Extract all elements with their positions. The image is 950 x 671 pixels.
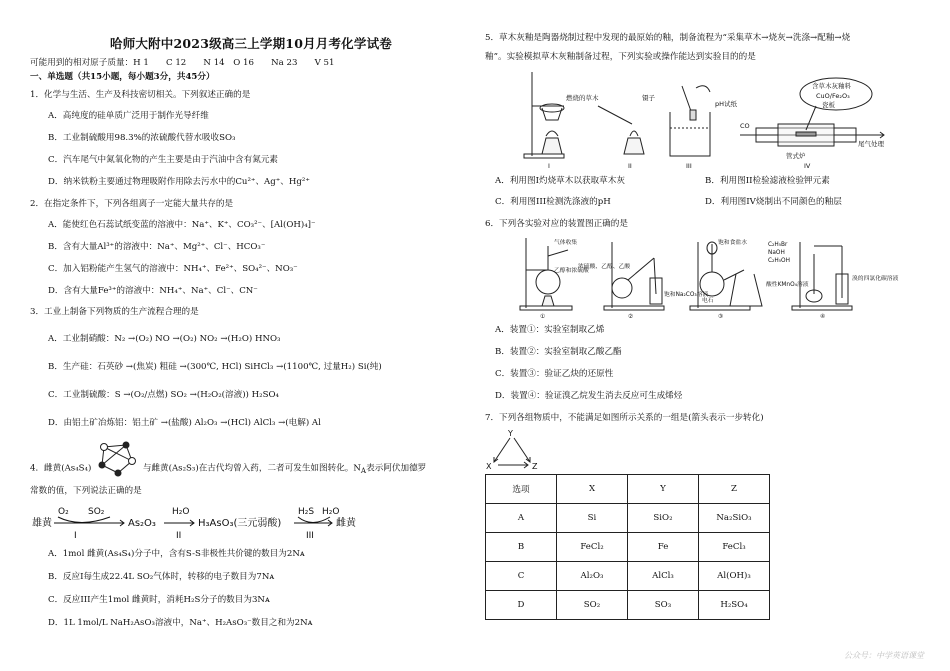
q5-label-4: CO (740, 122, 750, 130)
q6-label-8: C₂H₅Br (768, 242, 788, 248)
table-cell: C (486, 562, 557, 591)
table-cell: H₂SO₄ (699, 591, 770, 620)
q6-stem: 6．下列各实验对应的装置图正确的是 (485, 219, 628, 229)
q5-label-7: 瓷板 (822, 101, 835, 109)
q4-stem-middle: 与雌黄(As₂S₃)在古代均曾入药，二者可发生如图转化。N (142, 463, 361, 474)
q4-stem-line2: 常数的值，下列说法正确的是 (30, 486, 142, 496)
q6-label-2: 乙醇和浓硫酸 (554, 268, 589, 274)
q5-option-a: A．利用图I灼烧草木以获取草木灰 (495, 176, 625, 186)
table-cell: Si (557, 504, 628, 533)
tri-z: Z (532, 462, 538, 471)
q2-option-a: A．能使红色石蕊试纸变蓝的溶液中：Na⁺、K⁺、CO₃²⁻、[Al(OH)₄]⁻ (48, 220, 316, 230)
q5-option-d: D．利用图IV烧制出不同颜色的釉层 (705, 197, 842, 207)
q6-label-9: NaOH (768, 250, 785, 256)
scheme-r2: H₂O (172, 507, 190, 517)
q5-label-2: 镊子 (642, 94, 655, 102)
q3-option-a: A．工业制硝酸：N₂ →(O₂) NO →(O₂) NO₂ →(H₂O) HNO₃ (48, 334, 281, 344)
tri-x: X (486, 462, 492, 471)
q1-option-b: B．工业制硫酸用98.3%的浓硫酸代替水吸收SO₃ (48, 133, 236, 143)
q6-option-d: D．装置④：验证溴乙烷发生消去反应可生成烯烃 (495, 391, 683, 401)
table-cell: B (486, 533, 557, 562)
q5-label-5: 含草木灰釉料 (812, 82, 851, 90)
q2-option-d: D．含有大量Fe³⁺的溶液中：NH₄⁺、Na⁺、Cl⁻、CN⁻ (48, 286, 258, 296)
scheme-step3: III (306, 531, 314, 541)
q7-header-cell: Z (699, 475, 770, 504)
q5-label-6: CuO/Fe₂O₃ (816, 92, 850, 100)
q4-stem-line1 (30, 457, 426, 479)
table-row (486, 591, 770, 620)
q4-option-d: D．1L 1mol/L NaH₂AsO₃溶液中，Na⁺、H₂AsO₃⁻数目之和为2Nᴀ (48, 618, 313, 628)
q3-option-b: B．生产硅：石英砂 →(焦炭) 粗硅 →(300℃, HCl) SiHCl₃ →(1100℃, 过量H₂) Si(纯) (48, 362, 382, 372)
tri-y: Y (508, 429, 513, 438)
q1-option-d: D．纳米铁粉主要通过物理吸附作用除去污水中的Cu²⁺、Ag⁺、Hg²⁺ (48, 177, 310, 187)
table-cell: SO₂ (557, 591, 628, 620)
q5-fig-number-1: I (548, 162, 550, 170)
q1-option-c: C．汽车尾气中氮氧化物的产生主要是由于汽油中含有氮元素 (48, 155, 279, 165)
scheme-p3: H₂O (322, 507, 340, 517)
table-cell: Al(OH)₃ (699, 562, 770, 591)
q4-option-c: C．反应III产生1mol 雌黄时，消耗H₂S分子的数目为3Nᴀ (48, 595, 270, 605)
q7-table-header (486, 475, 770, 504)
scheme-r3: H₂S (298, 507, 315, 517)
q6-fig-number-4: ④ (820, 314, 826, 320)
table-cell: Al₂O₃ (557, 562, 628, 591)
q6-fig-number-2: ② (628, 314, 634, 320)
q6-label-1: 气体收集 (554, 240, 578, 246)
scheme-mid2: H₃AsO₃(三元弱酸) (198, 518, 282, 529)
scheme-start: 雄黄 (32, 518, 52, 529)
q5-fig-number-3: III (686, 162, 692, 170)
q6-label-5: 饱和食盐水 (718, 240, 747, 246)
q5-apparatus-figure (520, 66, 900, 170)
table-cell: FeCl₂ (557, 533, 628, 562)
q7-header-cell: 选项 (486, 475, 557, 504)
q4-stem-start: 4．雌黄(As₄S₄) (30, 463, 92, 474)
q6-label-3: 浓硫酸、乙醇、乙酸 (578, 264, 631, 270)
table-cell: AlCl₃ (628, 562, 699, 591)
q1-stem: 1．化学与生活、生产及科技密切相关。下列叙述正确的是 (30, 90, 251, 100)
q6-fig-number-3: ③ (718, 314, 724, 320)
table-cell: D (486, 591, 557, 620)
q4-stem-end: 表示阿伏加德罗 (366, 463, 427, 474)
q5-option-c: C．利用图III检测洗涤液的pH (495, 197, 611, 207)
q7-triangle-diagram (484, 428, 548, 472)
section-heading: 一、单选题（共15小题，每小题3分，共45分） (30, 72, 215, 82)
q4-option-a: A．1mol 雌黄(As₄S₄)分子中，含有S-S非极性共价键的数目为2Nᴀ (48, 549, 305, 559)
q2-option-c: C．加入铝粉能产生氢气的溶液中：NH₄⁺、Fe²⁺、SO₄²⁻、NO₃⁻ (48, 264, 298, 274)
q6-label-10: C₂H₅OH (768, 258, 790, 264)
table-row (486, 562, 770, 591)
q5-stem-line2: 釉”。实验模拟草木灰釉制备过程，下列实验或操作能达到实验目的的是 (485, 52, 756, 62)
table-cell: SiO₂ (628, 504, 699, 533)
q6-apparatus-figure (518, 234, 899, 320)
q3-option-c: C．工业制硫酸：S →(O₂/点燃) SO₂ →(H₂O₂(溶液)) H₂SO₄ (48, 390, 279, 400)
scheme-step1: I (74, 531, 77, 541)
q3-option-d: D．由铝土矿冶炼铝：铝土矿 →(盐酸) Al₂O₃ →(HCl) AlCl₃ →(电解) Al (48, 418, 321, 428)
q5-label-8: 尾气处理 (858, 140, 884, 148)
q5-fig-number-2: II (628, 162, 632, 170)
atomic-masses: 可能用到的相对原子质量：H 1 C 12 N 14 O 16 Na 23 V 51 (30, 58, 335, 68)
q4-option-b: B．反应I每生成22.4L SO₂气体时，转移的电子数目为7Nᴀ (48, 572, 275, 582)
table-cell: Na₂SiO₃ (699, 504, 770, 533)
q7-header-cell: Y (628, 475, 699, 504)
q4-reaction-scheme (30, 500, 360, 542)
q6-label-4: 饱和Na₂CO₃溶液 (664, 292, 709, 298)
q2-stem: 2．在指定条件下，下列各组离子一定能大量共存的是 (30, 199, 234, 209)
page-title: 哈师大附中2023级高三上学期10月月考化学试卷 (110, 36, 392, 51)
q6-option-b: B．装置②：实验室制取乙酸乙酯 (495, 347, 622, 357)
table-cell: FeCl₃ (699, 533, 770, 562)
q6-option-c: C．装置③：验证乙炔的还原性 (495, 369, 614, 379)
q6-fig-number-1: ① (540, 314, 546, 320)
table-cell: Fe (628, 533, 699, 562)
q7-stem: 7．下列各组物质中，不能满足如图所示关系的一组是(箭头表示一步转化) (485, 413, 764, 423)
q6-label-7: 酸性KMnO₄溶液 (766, 282, 809, 288)
q5-label-1: 燃烧的草木 (566, 94, 599, 102)
table-cell: A (486, 504, 557, 533)
q7-header-cell: X (557, 475, 628, 504)
scheme-step2: II (176, 531, 182, 541)
q2-option-b: B．含有大量Al³⁺的溶液中：Na⁺、Mg²⁺、Cl⁻、HCO₃⁻ (48, 242, 266, 252)
q5-label-3: pH试纸 (715, 100, 738, 108)
as4s4-structure-icon (96, 439, 138, 479)
q6-option-a: A．装置①：实验室制取乙烯 (495, 325, 605, 335)
q7-table (485, 474, 770, 620)
scheme-r1: O₂ (58, 507, 69, 517)
q1-option-a: A．高纯度的硅单质广泛用于制作光导纤维 (48, 111, 209, 121)
q5-option-b: B．利用图II检验滤液检验钾元素 (705, 176, 830, 186)
watermark: 公众号：中学英语课堂 (844, 651, 924, 660)
q5-stem-line1: 5．草木灰釉是陶器烧制过程中发现的最原始的釉，制备流程为“采集草木→烧灰→洗涤→配釉→烧 (485, 33, 851, 43)
table-cell: SO₃ (628, 591, 699, 620)
scheme-p1: SO₂ (88, 507, 105, 517)
q3-stem: 3．工业上制备下列物质的生产流程合理的是 (30, 307, 199, 317)
q4-stem-sub: A (360, 466, 367, 476)
q5-label-9: 管式炉 (786, 152, 806, 160)
scheme-end: 雌黄 (336, 518, 356, 529)
scheme-mid1: As₂O₃ (128, 518, 156, 529)
q6-label-11: 溴的四氯化碳溶液 (852, 276, 899, 282)
q6-label-6: 电石 (702, 298, 714, 304)
q5-fig-number-4: IV (804, 162, 811, 170)
table-row (486, 533, 770, 562)
table-row (486, 504, 770, 533)
